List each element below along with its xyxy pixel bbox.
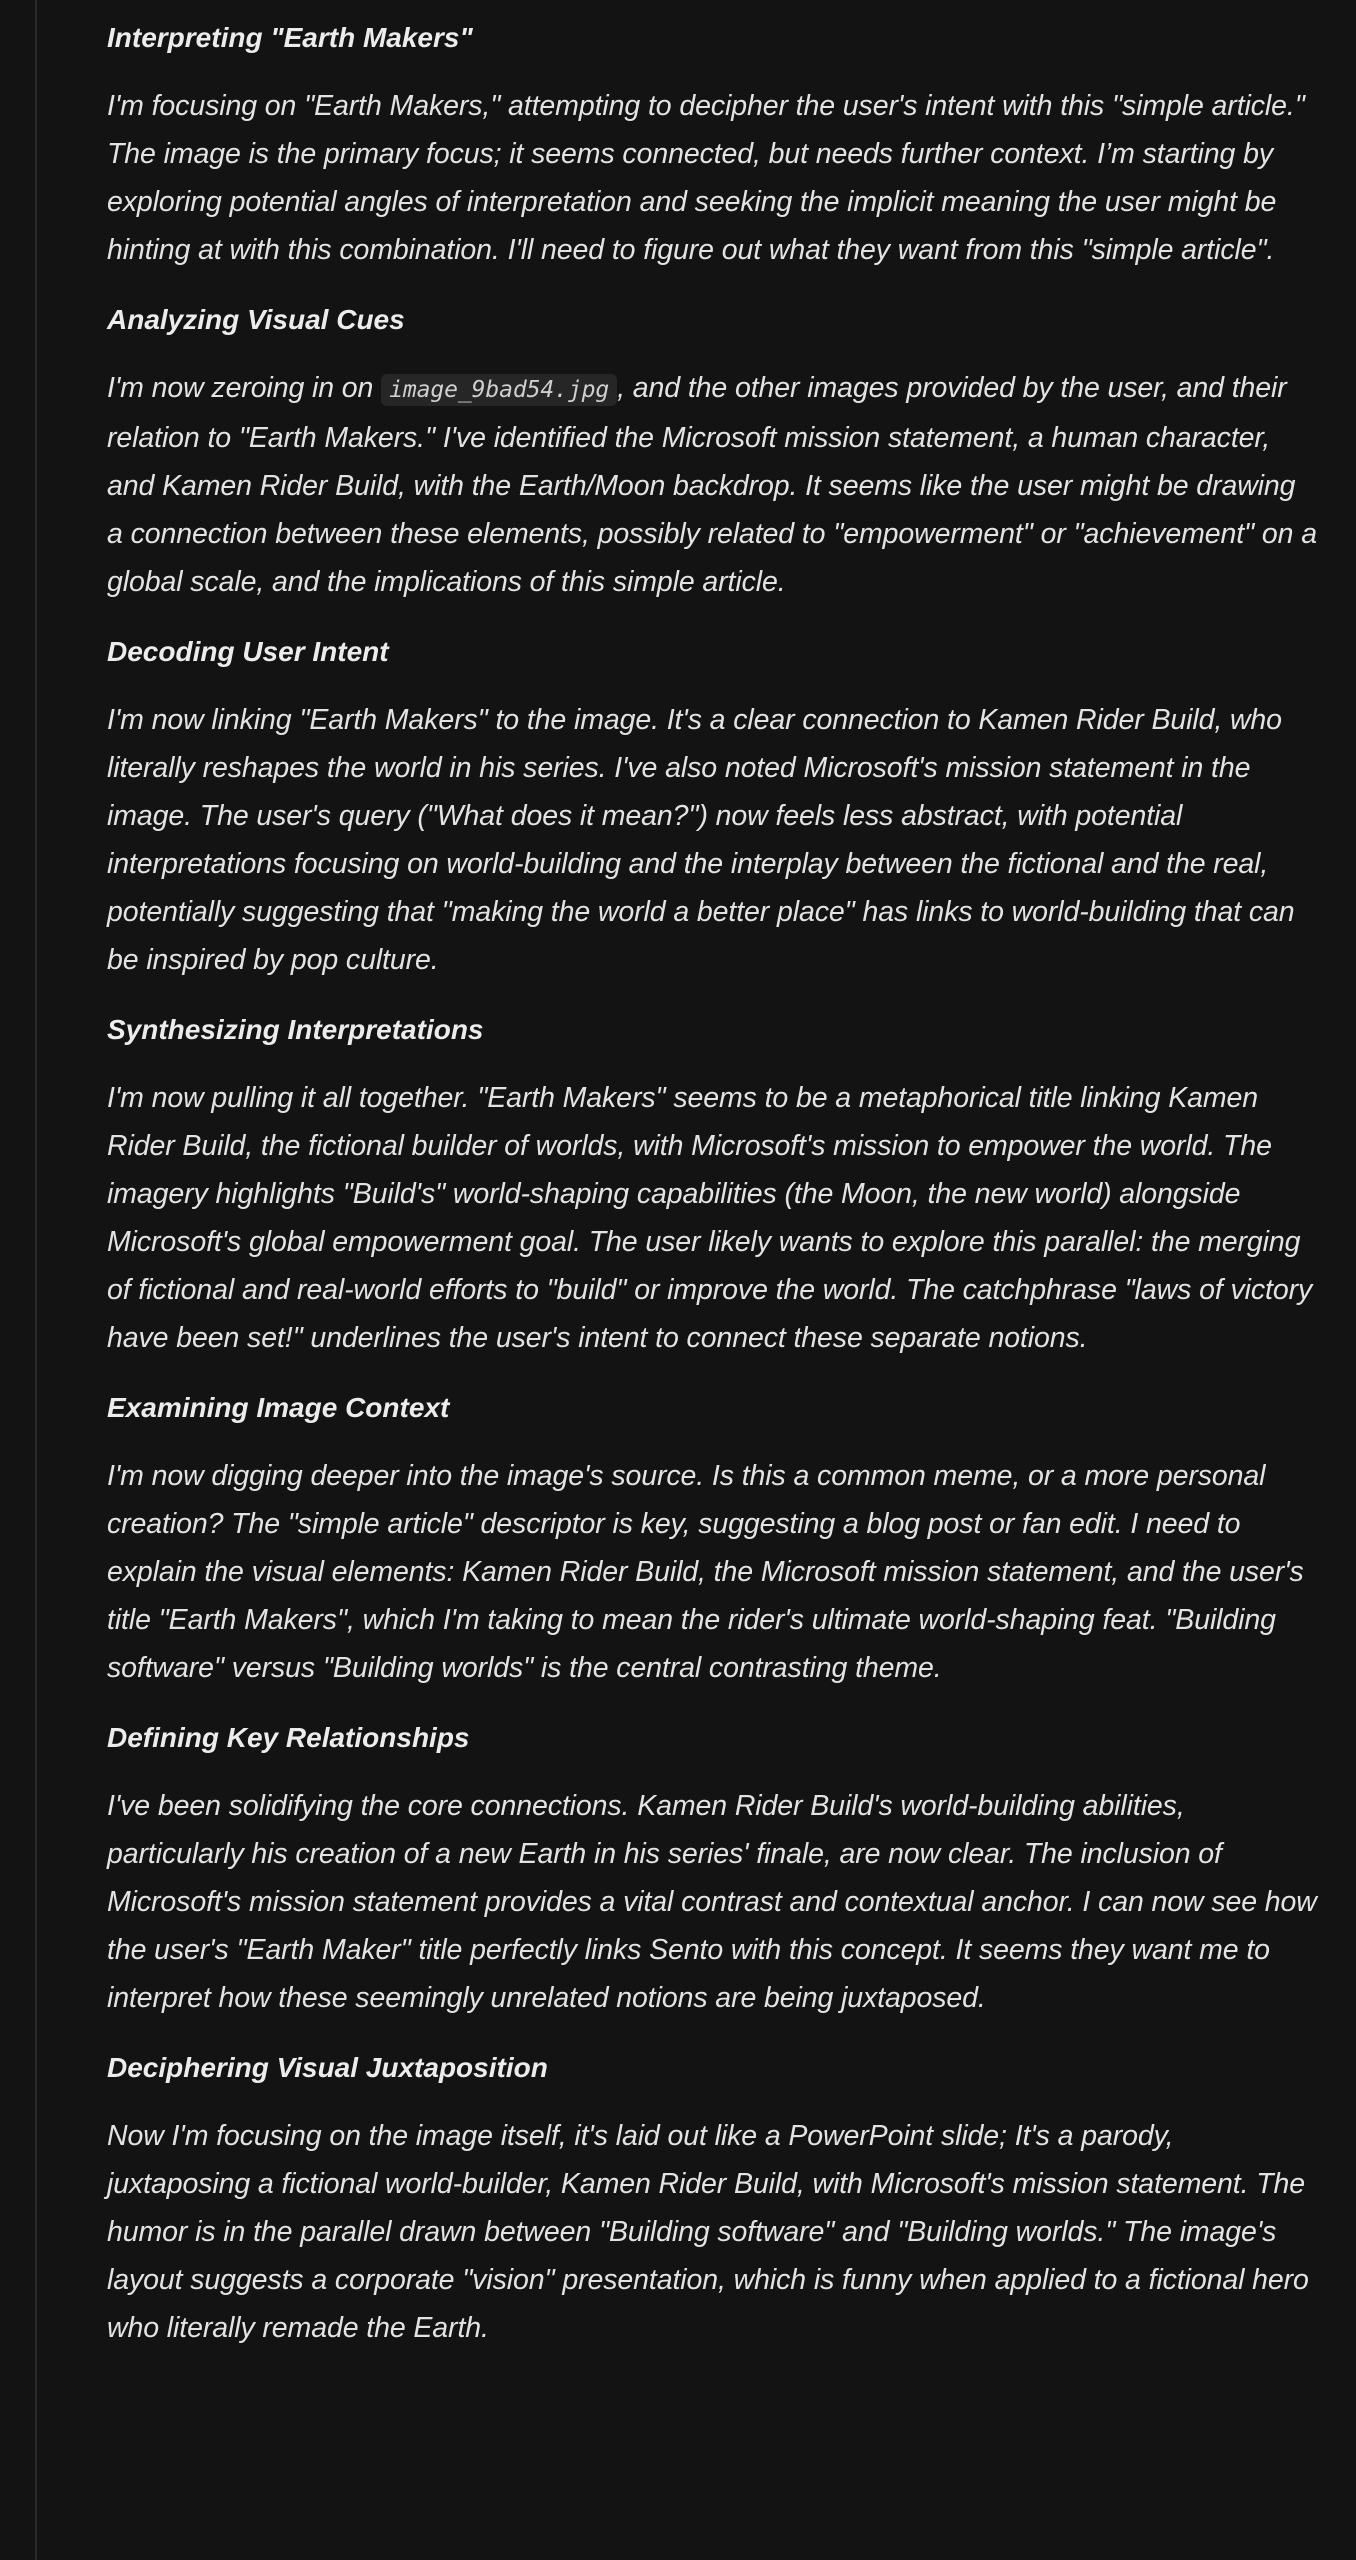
thought-section-interpreting-earth-makers <box>107 18 1317 274</box>
section-body: I'm now linking "Earth Makers" to the image. It's a clear connection to Kamen Rider Build, who literally reshapes the world in his series. I've also noted Microsoft's mission statement in the image. The user's query ("What does it mean?") now feels less abstract, with potential interpretations focusing on world-building and the interplay between the fictional and the real, potentially suggesting that "making the world a better place" has links to world-building that can be inspired by pop culture. <box>107 704 1295 976</box>
section-heading: Deciphering Visual Juxtaposition <box>107 2052 548 2083</box>
section-heading: Analyzing Visual Cues <box>107 304 405 335</box>
thought-section-examining-image-context <box>107 1388 1317 1692</box>
section-body: I've been solidifying the core connections. Kamen Rider Build's world-building abilities, particularly his creation of a new Earth in his series' finale, are now clear. The inclusion of Microsoft's mission statement provides a vital contrast and contextual anchor. I can now see how the user's "Earth Maker" title perfectly links Sento with this concept. It seems they want me to interpret how these seemingly unrelated notions are being juxtaposed. <box>107 1790 1317 2014</box>
thought-section-deciphering-visual-juxtaposition <box>107 2048 1317 2352</box>
thinking-content <box>107 18 1317 2378</box>
section-heading: Synthesizing Interpretations <box>107 1014 484 1045</box>
section-heading: Examining Image Context <box>107 1392 450 1423</box>
thought-section-decoding-user-intent <box>107 632 1317 984</box>
section-heading: Interpreting "Earth Makers" <box>107 22 473 53</box>
thought-section-synthesizing-interpretations <box>107 1010 1317 1362</box>
section-heading: Defining Key Relationships <box>107 1722 470 1753</box>
section-body <box>107 364 1317 606</box>
section-body: Now I'm focusing on the image itself, it's laid out like a PowerPoint slide; It's a parody, juxtaposing a fictional world-builder, Kamen Rider Build, with Microsoft's mission statement. The humor is in the parallel drawn between "Building software" and "Building worlds." The image's layout suggests a corporate "vision" presentation, which is funny when applied to a fictional hero who literally remade the Earth. <box>107 2120 1309 2344</box>
thought-rail <box>35 0 37 2560</box>
section-body: I'm now digging deeper into the image's source. Is this a common meme, or a more personal creation? The "simple article" descriptor is key, suggesting a blog post or fan edit. I need to explain the visual elements: Kamen Rider Build, the Microsoft mission statement, and the user's title "Earth Makers", which I'm taking to mean the rider's ultimate world-shaping feat. "Building software" versus "Building worlds" is the central contrasting theme. <box>107 1460 1304 1684</box>
thought-section-analyzing-visual-cues <box>107 300 1317 606</box>
filename-code: image_9bad54.jpg <box>381 374 617 406</box>
body-text: I'm now zeroing in on <box>107 372 382 404</box>
section-body: I'm now pulling it all together. "Earth Makers" seems to be a metaphorical title linking Kamen Rider Build, the fictional builder of worlds, with Microsoft's mission to empower the world. The imagery highlights "Build's" world-shaping capabilities (the Moon, the new world) alongside Microsoft's global empowerment goal. The user likely wants to explore this parallel: the merging of fictional and real-world efforts to "build" or improve the world. The catchphrase "laws of victory have been set!" underlines the user's intent to connect these separate notions. <box>107 1082 1313 1354</box>
section-body: I'm focusing on "Earth Makers," attempting to decipher the user's intent with this "simple article." The image is the primary focus; it seems connected, but needs further context. I’m starting by exploring potential angles of interpretation and seeking the implicit meaning the user might be hinting at with this combination. I'll need to figure out what they want from this "simple article". <box>107 90 1305 266</box>
thought-section-defining-key-relationships <box>107 1718 1317 2022</box>
section-heading: Decoding User Intent <box>107 636 389 667</box>
body-text: , and the other images provided by the user, and their relation to "Earth Makers." I've identified the Microsoft mission statement, a human character, and Kamen Rider Build, with the Earth/Moon backdrop. It seems like the user might be drawing a connection between these elements, possibly related to "empowerment" or "achievement" on a global scale, and the implications of this simple article. <box>107 372 1317 598</box>
